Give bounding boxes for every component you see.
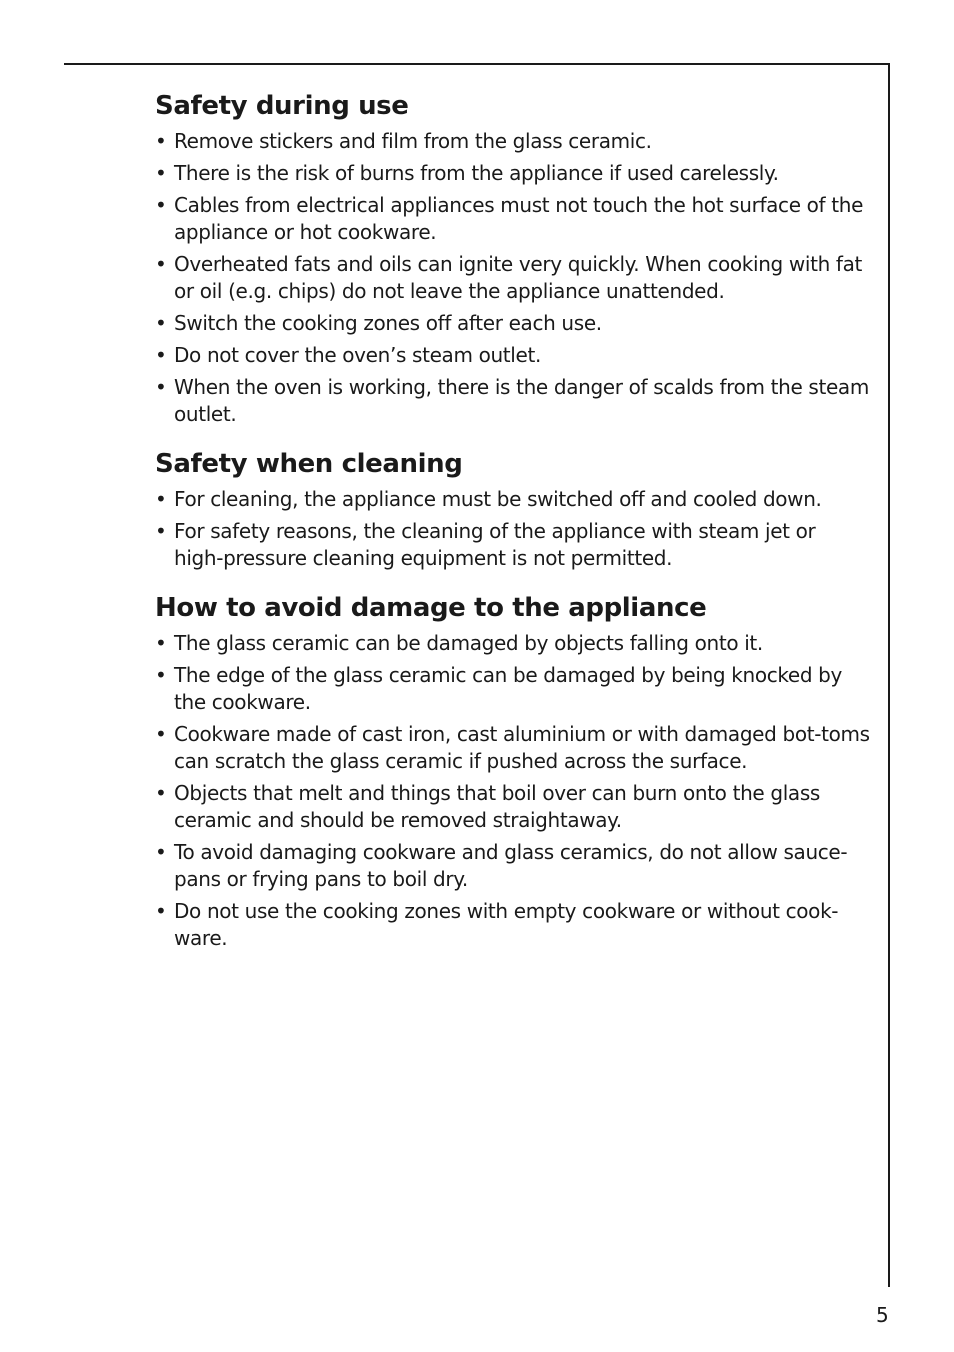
list-item: • Remove stickers and film from the glass ceramic. [155, 128, 870, 155]
section-title: Safety during use [155, 91, 409, 121]
list-item: • The glass ceramic can be damaged by objects falling onto it. [155, 630, 870, 657]
page-number: 5 [876, 1303, 889, 1327]
section-title: How to avoid damage to the appliance [155, 593, 707, 623]
list-item: • For safety reasons, the cleaning of the appliance with steam jet or high-pressure cleaning equipment is not permitted. [155, 518, 870, 572]
bullet-list [155, 486, 870, 572]
list-item: • For cleaning, the appliance must be switched off and cooled down. [155, 486, 870, 513]
bullet-list [155, 630, 870, 952]
list-item: • The edge of the glass ceramic can be damaged by being knocked by the cookware. [155, 662, 870, 716]
right-rule [888, 63, 890, 1287]
list-item: • To avoid damaging cookware and glass ceramics, do not allow sauce-pans or frying pans to boil dry. [155, 839, 870, 893]
section-avoid-damage [155, 590, 870, 952]
bullet-list [155, 128, 870, 428]
top-rule [64, 63, 890, 65]
list-item: • Do not use the cooking zones with empty cookware or without cook-ware. [155, 898, 870, 952]
list-item: • Cables from electrical appliances must not touch the hot surface of the appliance or hot cookware. [155, 192, 870, 246]
list-item: • Overheated fats and oils can ignite very quickly. When cooking with fat or oil (e.g. chips) do not leave the appliance unattended. [155, 251, 870, 305]
list-item: • Objects that melt and things that boil over can burn onto the glass ceramic and should be removed straightaway. [155, 780, 870, 834]
section-safety-when-cleaning [155, 446, 870, 572]
section-title: Safety when cleaning [155, 449, 463, 479]
list-item: • When the oven is working, there is the danger of scalds from the steam outlet. [155, 374, 870, 428]
page-content [155, 88, 870, 970]
list-item: • Switch the cooking zones off after each use. [155, 310, 870, 337]
section-safety-during-use [155, 88, 870, 428]
list-item: • There is the risk of burns from the appliance if used carelessly. [155, 160, 870, 187]
list-item: • Cookware made of cast iron, cast aluminium or with damaged bot-toms can scratch the glass ceramic if pushed across the surface. [155, 721, 870, 775]
list-item: • Do not cover the oven’s steam outlet. [155, 342, 870, 369]
